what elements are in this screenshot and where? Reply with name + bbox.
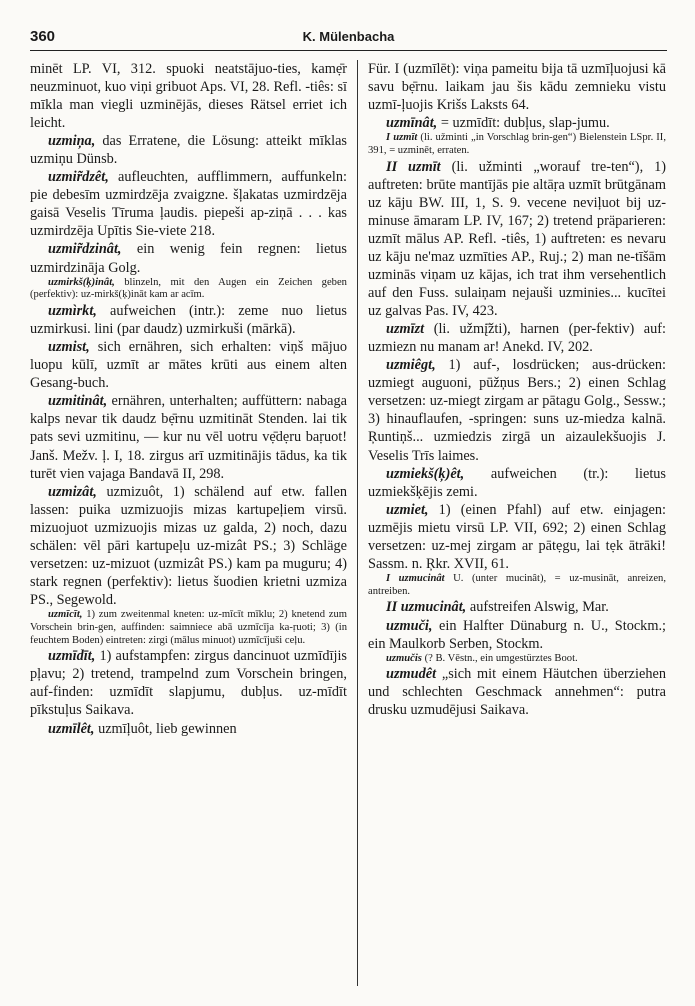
dictionary-entry bbox=[368, 320, 666, 356]
dictionary-entry bbox=[30, 647, 347, 719]
entry-headword: II uzmīt bbox=[386, 158, 441, 175]
entry-headword: I uzmucinât bbox=[386, 572, 445, 584]
entry-text: (li. užminti „worauf tre-ten“), 1) auftreten: brūte mantījās pie altāṛa uzmīt brūtgānam uz kāju BW. III, 1, S. 9. vecene neviļuot bij uz-minuse āmaram LP. IV, 167; 2) tretend präparieren: uzmīt mālus AP. Refl. -tiês, 1) auftreten: es nevaru uz kāju ne'maz uzmīties AP., Ruj.; 2) man ne-tīšām uzminās viņam uz kājas, ich trat ihm versehentlich auf den Fuss. sulaiņam nejauši uzminies... kucītei uz galvas Pas. IV, 423. bbox=[368, 158, 666, 320]
entry-text: blinzeln, mit den Augen ein Zeichen geben (perfektiv): uz-mirkš(ķ)ināt kam ar acīm. bbox=[30, 276, 347, 301]
dictionary-entry bbox=[368, 573, 666, 599]
entry-text: (? B. Vēstn., ein umgestürztes Boot. bbox=[424, 652, 578, 664]
entry-headword: uzmizât, bbox=[48, 483, 97, 500]
entry-headword: uzmuči, bbox=[386, 617, 433, 634]
page-header bbox=[30, 28, 667, 51]
dictionary-entry bbox=[368, 598, 666, 616]
entry-text: aufweichen (intr.): zeme nuo lietus uzmirkusi. lini (par daudz) uzmirkuši (mārkā). bbox=[30, 303, 347, 338]
entry-text: „sich mit einem Häutchen überziehen und schlechten Geschmack annehmen“: putra drusku uzmudējusi Saikava. bbox=[368, 666, 666, 719]
entry-headword: uzmīnât, bbox=[386, 115, 438, 132]
entry-headword: uzmudêt bbox=[386, 666, 437, 683]
dictionary-entry bbox=[30, 132, 347, 168]
entry-text: 1) (einen Pfahl) auf etw. einjagen: uzmējis mietu virsū LP. VII, 692; 2) einen Schlag versetzen: uz-mej zirgam ar pātẹgu, lai tẹk ātrāki! Sassm. n. Ŗkr. XVII, 61. bbox=[368, 501, 666, 572]
entry-headword: uzmiêgt, bbox=[386, 357, 436, 374]
dictionary-entry bbox=[30, 392, 347, 482]
entry-headword: uzmirkš(ķ)inât, bbox=[48, 276, 115, 288]
dictionary-entry bbox=[368, 60, 666, 114]
entry-text: sich ernähren, sich erhalten: viņš mājuo luopu kūlī, uzmīt ar mātes krūti aus einem alten Gesang-buch. bbox=[30, 339, 347, 392]
entry-headword: uzmiekš(ķ)êt, bbox=[386, 465, 465, 482]
entry-headword: uzmiņa, bbox=[48, 133, 96, 150]
dictionary-entry bbox=[368, 132, 666, 158]
entry-text: ein Halfter Dünaburg n. U., Stockm.; ein Maulkorb Serben, Stockm. bbox=[368, 617, 666, 652]
entry-headword: II uzmucinât, bbox=[386, 599, 467, 616]
entry-headword: uzmist, bbox=[48, 339, 90, 356]
entry-headword: uzmīzt bbox=[386, 321, 425, 338]
entry-headword: uzmitinât, bbox=[48, 393, 108, 410]
dictionary-entry bbox=[368, 665, 666, 719]
entry-text: aufweichen (tr.): lietus uzmiekšķējis zemi. bbox=[368, 465, 666, 500]
running-head: K. Mülenbacha bbox=[302, 29, 395, 44]
entry-text: 1) auf-, losdrücken; aus-drücken: uzmiegt auguoni, pūžņus Bers.; 2) einen Schlag versetzen: uz-miegt zirgam ar pātagu Golg., Sessw.; 3) hinauflaufen, -springen: suns uz-miedza kalnā. Ŗuntiņš... uzmiedzis zirgā un aizaulekšuojis J. Veselis Trīs laimes. bbox=[368, 357, 666, 464]
dictionary-entry bbox=[368, 501, 666, 573]
entry-text: 1) zum zweitenmal kneten: uz-mīcīt mīklu; 2) knetend zum Vorschein brin-gen, auffinden: saimniece abā uzmīcīja ka-ṛuoti; 3) (in feuchtem Boden) eintreten: zirgi (mālus minuot) uzmīcījuši ceļu. bbox=[30, 608, 347, 646]
entry-headword: uzmir̃dzêt, bbox=[48, 169, 109, 186]
entry-text: minēt LP. VI, 312. spuoki neatstājuo-ties, kamẹ̄r neuzminuot, kuo viņi gribuot Aps. VI, 28. Refl. -tiês: sī mīkla man viegli uzminējās, dieses Rätsel erriet ich leicht. bbox=[30, 61, 347, 132]
entry-headword: uzmir̃dzinât, bbox=[48, 241, 122, 258]
left-column bbox=[30, 60, 347, 990]
dictionary-entry bbox=[30, 240, 347, 276]
entry-headword: uzmiet, bbox=[386, 501, 429, 518]
dictionary-entry bbox=[30, 720, 347, 738]
entry-text: uzmīļuôt, lieb gewinnen bbox=[98, 720, 237, 737]
entry-text: aufleuchten, aufflimmern, auffunkeln: pie debesīm uzmirdzēja zvaigzne. šļakatas uzmirdzēja gaisā Veselis Tīruma ļaudis. piepeši ap-ziņā . . . kas uzmirdzēja Upītis Sie-viete 218. bbox=[30, 169, 347, 240]
entry-text: ein wenig fein regnen: lietus uzmirdzināja Golg. bbox=[30, 241, 347, 276]
dictionary-entry bbox=[30, 168, 347, 240]
dictionary-entry bbox=[368, 617, 666, 653]
entry-text: uzmizuôt, 1) schälend auf etw. fallen lassen: puika uzmizuojis mizas kartupeļiem virsū. mizuojuot uzmizuojis mizas uz galda, 2) noch, dazu schälen: vēl pāri kartupeļu uz-mizât PS.; 3) Schläge versetzen: uz-mizuot (uzmizât PS.) kam pa muguru; 4) stark regnen (perfektiv): lietus šuodien krietni uzmiza PS., Segewold. bbox=[30, 483, 347, 608]
dictionary-entry bbox=[368, 114, 666, 132]
entry-headword: uzmīlêt, bbox=[48, 720, 95, 737]
entry-headword: I uzmīt bbox=[386, 132, 418, 144]
page-number: 360 bbox=[30, 28, 56, 45]
entry-text: = uzmīdīt: dubļus, slap-jumu. bbox=[440, 115, 610, 132]
dictionary-entry bbox=[30, 302, 347, 338]
dictionary-entry bbox=[30, 60, 347, 132]
entry-text: das Erratene, die Lösung: atteikt mīklas uzmiņu Dünsb. bbox=[30, 133, 347, 168]
dictionary-entry bbox=[368, 356, 666, 464]
entry-text: Für. I (uzmīlēt): viņa pameitu bija tā uzmīļuojusi kā savu bẹ̄rnu. laikam jau šis kādu zemnieku vistu uzmī-ļuojis Krišs Laksts 64. bbox=[368, 61, 666, 114]
entry-text: (li. užminti „in Vorschlag brin-gen“) Bielenstein LSpr. II, 391, = uzminēt, erraten. bbox=[368, 132, 666, 156]
entry-headword: uzmīcīt, bbox=[48, 608, 83, 620]
entry-text: 1) aufstampfen: zirgus dancinuot uzmīdījis pļavu; 2) tretend, trampelnd zum Vorschein bringen, auf-finden: uzmīdīt slapjumu, dubļus. uz-mīdīt pīkstuļus Saikava. bbox=[30, 648, 347, 719]
entry-headword: uzmìrkt, bbox=[48, 303, 97, 320]
entry-text: U. (unter mucinât), = uz-musināt, anreizen, antreiben. bbox=[368, 572, 666, 597]
right-column bbox=[368, 60, 666, 990]
column-divider bbox=[357, 60, 358, 986]
dictionary-entry bbox=[368, 158, 666, 320]
entry-headword: uzmučis bbox=[386, 652, 422, 664]
dictionary-entry bbox=[30, 277, 347, 303]
dictionary-entry bbox=[30, 483, 347, 609]
dictionary-entry bbox=[30, 338, 347, 392]
dictionary-entry bbox=[30, 609, 347, 647]
dictionary-entry bbox=[368, 653, 666, 666]
entry-text: ernähren, unterhalten; auffüttern: nabaga kalps nevar tik daudz bẹ̄rnu uzmitināt Stenden. lai tik pats sevi uzmitinu, — kur nu vēl uotru vẹ̄dẹru baṛuot! Janš. Mežv. ļ. I, 18. zirgus arī uzmitinājis tādus, ka tik turēt vien vajaga Bandavā II, 298. bbox=[30, 393, 347, 482]
entry-text: aufstreifen Alswig, Mar. bbox=[469, 599, 609, 616]
entry-text: (li. užmį̄žti), harnen (per-fektiv) auf: uzmiezn nu manam ar! Anekd. IV, 202. bbox=[368, 321, 666, 356]
dictionary-entry bbox=[368, 465, 666, 501]
entry-headword: uzmīdīt, bbox=[48, 648, 96, 665]
